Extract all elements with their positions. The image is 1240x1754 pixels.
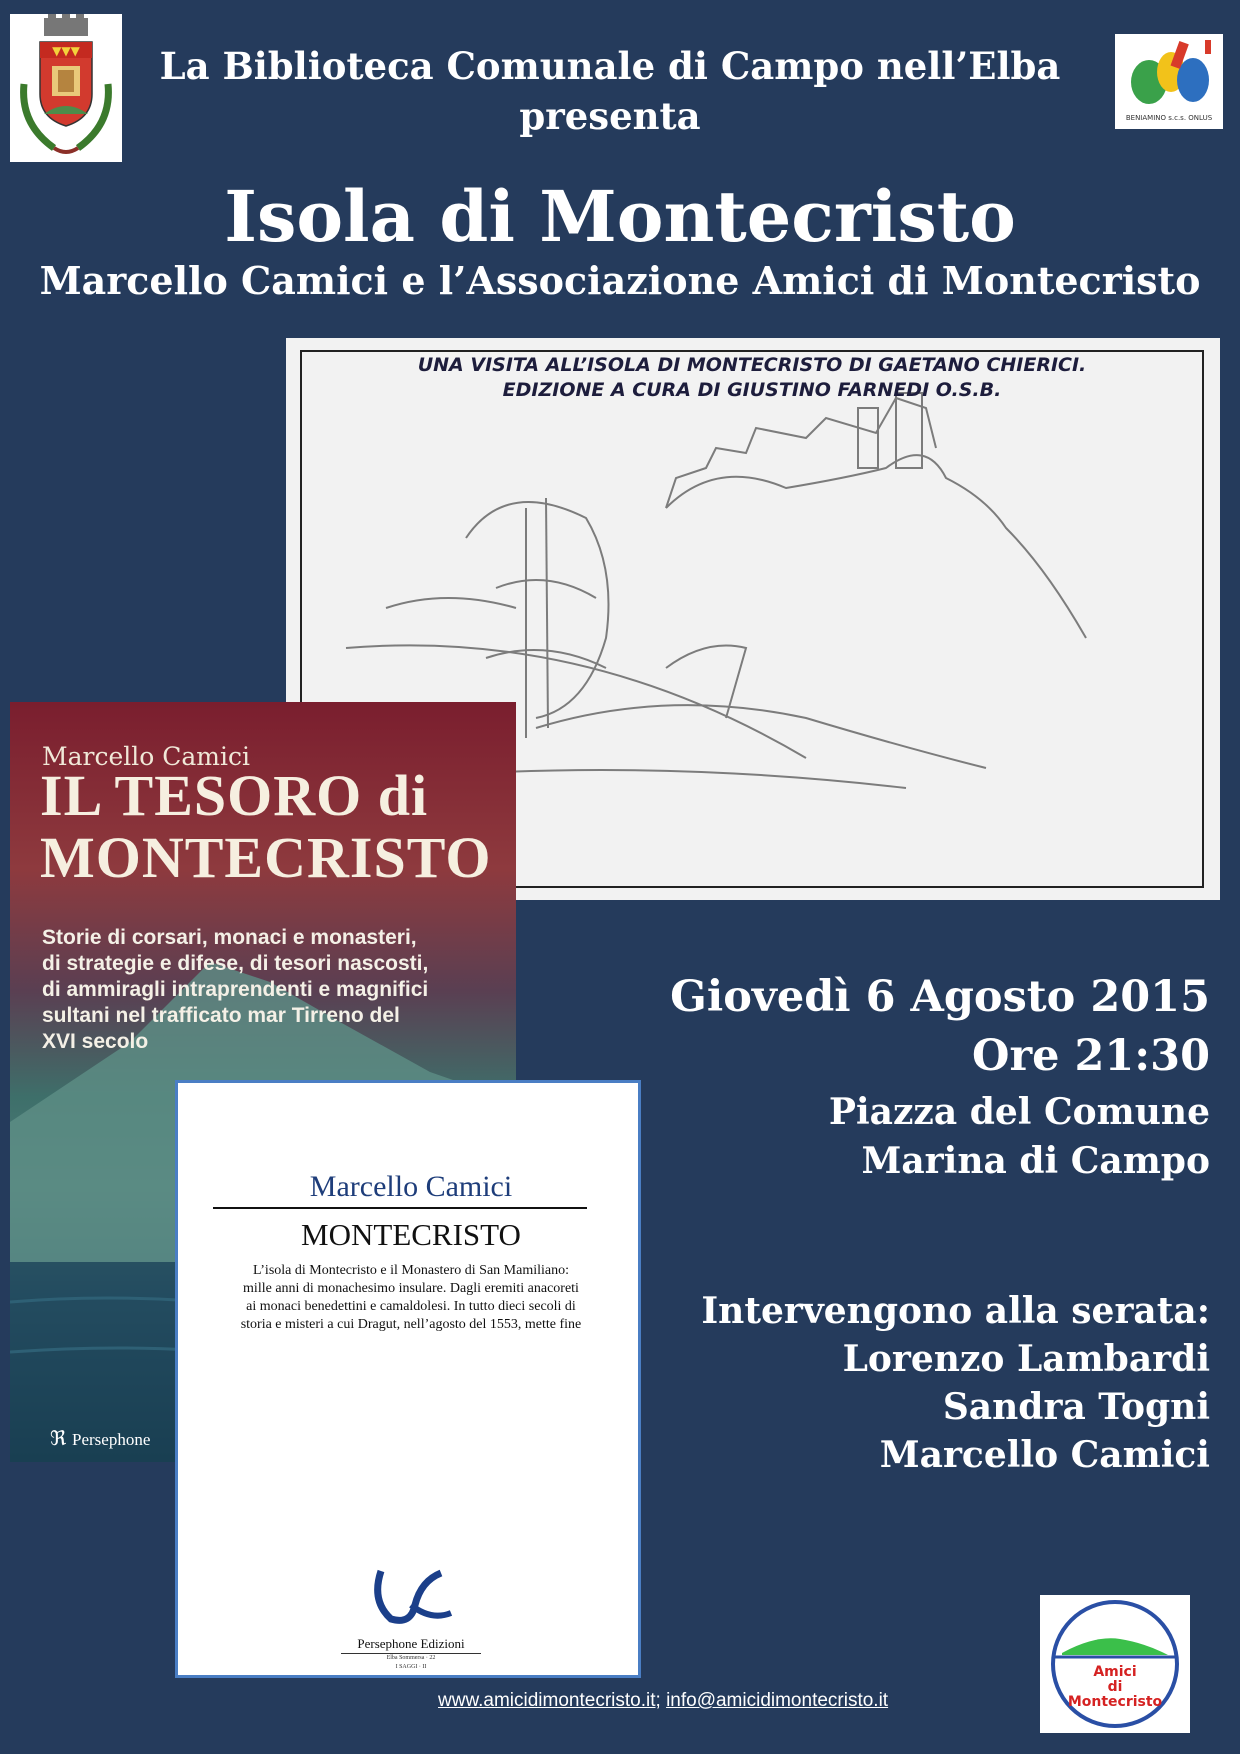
book1-blurb-line: di ammiragli intraprendenti e magnifici: [42, 978, 429, 1001]
speaker-name: Marcello Camici: [879, 1434, 1210, 1476]
amici-logo-line-2: di: [1107, 1679, 1123, 1695]
speaker-name: Sandra Togni: [942, 1386, 1210, 1428]
event-time: Ore 21:30: [972, 1031, 1210, 1081]
beniamino-logo-text: BENIAMINO s.c.s. ONLUS: [1125, 114, 1213, 122]
book1-blurb-line: XVI secolo: [42, 1030, 149, 1053]
crest-icon: [10, 14, 122, 162]
contacts-line: [438, 1690, 888, 1712]
book1-title-line-1: IL TESORO di: [40, 763, 429, 828]
book1-blurb-line: di strategie e difese, di tesori nascosti,: [42, 952, 429, 975]
beniamino-logo: [1115, 34, 1223, 129]
book2-publisher: Persephone Edizioni: [357, 1636, 465, 1651]
book2-title: MONTECRISTO: [301, 1217, 521, 1252]
amici-logo-line-3: Montecristo: [1067, 1694, 1163, 1710]
svg-text:▼▼▼: ▼▼▼: [52, 44, 80, 58]
intro-line-1: La Biblioteca Comunale di Campo nell’Elba: [159, 44, 1061, 88]
book2-pub-rule: [341, 1653, 481, 1654]
book2-blurb-line: L’isola di Montecristo e il Monastero di San Mamiliano:: [253, 1263, 569, 1278]
page-subtitle: Marcello Camici e l’Associazione Amici di Montecristo: [39, 258, 1201, 303]
book2-blurb-line: mille anni di monachesimo insulare. Dagli eremiti anacoreti: [243, 1281, 579, 1296]
page-title: Isola di Montecristo: [224, 175, 1016, 258]
book2-series-2: I SAGGI · II: [395, 1664, 427, 1670]
book2-blurb-line: storia e misteri a cui Dragut, nell’agosto del 1553, mette fine: [240, 1317, 582, 1332]
email-link[interactable]: info@amicidimontecristo.it: [666, 1690, 889, 1711]
book1-author: Marcello Camici: [42, 742, 250, 771]
book2-blurb-line: ai monaci benedettini e camaldolesi. In tutto dieci secoli di: [246, 1299, 576, 1314]
website-link[interactable]: www.amicidimontecristo.it: [438, 1690, 656, 1711]
sketch-caption-line-1: UNA VISITA ALL’ISOLA DI MONTECRISTO DI GAETANO CHIERICI.: [417, 354, 1087, 376]
intro-line-2: presenta: [519, 94, 701, 138]
book1-blurb-line: Storie di corsari, monaci e monasteri,: [42, 926, 417, 949]
persephone-logo-icon: ℜ: [50, 1426, 67, 1450]
municipal-crest-logo: [10, 14, 122, 162]
book2-divider: [213, 1207, 587, 1209]
contacts-separator: ;: [655, 1690, 661, 1711]
sketch-caption-line-2: EDIZIONE A CURA DI GIUSTINO FARNEDI O.S.B.: [502, 379, 1002, 401]
book2-author: Marcello Camici: [309, 1170, 513, 1203]
event-date: Giovedì 6 Agosto 2015: [670, 972, 1210, 1022]
event-place-line-1: Piazza del Comune: [828, 1091, 1210, 1133]
book1-blurb-line: sultani nel trafficato mar Tirreno del: [42, 1004, 400, 1027]
speakers-heading: Intervengono alla serata:: [701, 1290, 1210, 1332]
book2-series: Elba Sommersa · 22: [386, 1655, 436, 1661]
amici-logo-line-1: Amici: [1093, 1664, 1137, 1680]
book1-publisher: Persephone: [72, 1430, 151, 1449]
persephone-logo-icon: [361, 1561, 461, 1631]
speaker-name: Lorenzo Lambardi: [842, 1338, 1210, 1380]
event-place-line-2: Marina di Campo: [861, 1140, 1210, 1182]
book-cover-montecristo: [175, 1080, 641, 1678]
book1-title-line-2: MONTECRISTO: [40, 825, 492, 890]
amici-montecristo-logo: [1040, 1595, 1190, 1733]
